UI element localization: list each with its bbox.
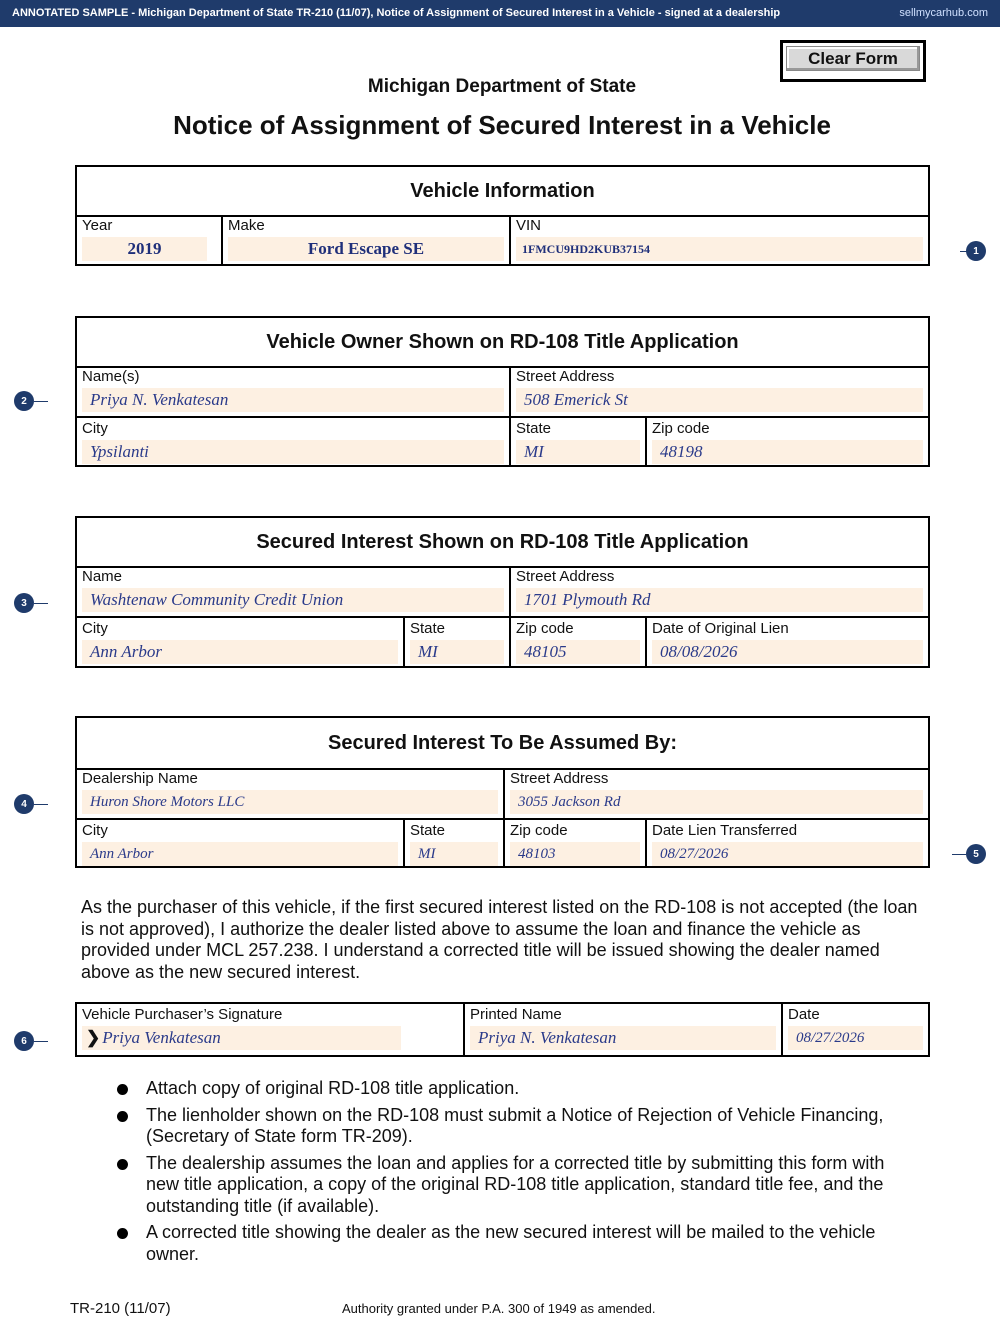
lien-name-field[interactable]: Washtenaw Community Credit Union bbox=[82, 588, 504, 612]
dealer-name-label: Dealership Name bbox=[82, 770, 198, 787]
annotation-marker-3: 3 bbox=[14, 593, 34, 613]
bullet-dot-icon bbox=[117, 1159, 128, 1170]
authorization-statement: As the purchaser of this vehicle, if the first secured interest listed on the RD-108 is not accepted (the loan is not approved), I authorize the dealer listed above to assume the loan and finance the vehicle as provided under MCL 257.238. I understand a corrected title will be issued showing the dealer named above as the new secured interest. bbox=[81, 897, 918, 982]
printed-name-label: Printed Name bbox=[470, 1006, 562, 1023]
signature-text: Priya Venkatesan bbox=[102, 1028, 221, 1047]
form-title: Notice of Assignment of Secured Interest in a Vehicle bbox=[173, 110, 831, 140]
vehicle-info-section bbox=[75, 165, 930, 266]
dealer-state-cell bbox=[405, 818, 505, 868]
vin-field[interactable]: 1FMCU9HD2KUB37154 bbox=[516, 237, 923, 261]
vin-cell bbox=[511, 215, 928, 265]
lien-name-label: Name bbox=[82, 568, 123, 585]
list-item bbox=[112, 1078, 922, 1100]
bullet-dot-icon bbox=[117, 1084, 128, 1095]
lien-state-field[interactable]: MI bbox=[410, 640, 504, 664]
lien-zip-field[interactable]: 48105 bbox=[516, 640, 640, 664]
owner-city-field[interactable]: Ypsilanti bbox=[82, 440, 504, 464]
annotation-marker-1: 1 bbox=[966, 241, 986, 261]
dealer-name-field[interactable]: Huron Shore Motors LLC bbox=[82, 790, 498, 814]
owner-zip-field[interactable]: 48198 bbox=[652, 440, 923, 464]
annotation-marker-4: 4 bbox=[14, 794, 34, 814]
instruction-text: Attach copy of original RD-108 title application. bbox=[146, 1078, 520, 1098]
assumed-by-section bbox=[75, 716, 930, 868]
dealer-zip-cell bbox=[505, 818, 647, 868]
top-banner bbox=[0, 0, 1000, 27]
lien-street-label: Street Address bbox=[516, 568, 615, 585]
owner-zip-cell bbox=[647, 416, 928, 467]
owner-city-label: City bbox=[82, 420, 108, 437]
instruction-text: The lienholder shown on the RD-108 must submit a Notice of Rejection of Vehicle Financing, (Secretary of State form TR-209). bbox=[146, 1104, 884, 1146]
instructions-list bbox=[112, 1078, 922, 1270]
lien-date-field[interactable]: 08/08/2026 bbox=[652, 640, 923, 664]
lien-street-cell bbox=[511, 566, 928, 616]
list-item bbox=[112, 1222, 922, 1265]
authority-note: Authority granted under P.A. 300 of 1949 as amended. bbox=[342, 1301, 656, 1316]
marker-3-line bbox=[34, 603, 48, 604]
dealer-street-field[interactable]: 3055 Jackson Rd bbox=[510, 790, 923, 814]
owner-state-label: State bbox=[516, 420, 552, 437]
owner-street-field[interactable]: 508 Emerick St bbox=[516, 388, 923, 412]
form-id: TR-210 (11/07) bbox=[70, 1300, 171, 1317]
signature-field[interactable] bbox=[82, 1026, 401, 1050]
lien-city-label: City bbox=[82, 620, 108, 637]
lien-state-cell bbox=[405, 616, 511, 668]
signature-date-label: Date bbox=[788, 1006, 820, 1023]
marker-6-line bbox=[34, 1041, 48, 1042]
lien-date-cell bbox=[647, 616, 928, 668]
annotation-marker-6: 6 bbox=[14, 1031, 34, 1051]
dealer-state-label: State bbox=[410, 822, 446, 839]
dealer-street-cell bbox=[505, 768, 928, 818]
dealer-name-cell bbox=[77, 768, 505, 818]
dealer-city-field[interactable]: Ann Arbor bbox=[82, 842, 398, 866]
dealer-zip-label: Zip code bbox=[510, 822, 568, 839]
lien-zip-label: Zip code bbox=[516, 620, 574, 637]
dealer-street-label: Street Address bbox=[510, 770, 609, 787]
list-item bbox=[112, 1105, 922, 1148]
owner-name-cell bbox=[77, 366, 511, 416]
annotation-marker-5: 5 bbox=[966, 844, 986, 864]
lien-zip-cell bbox=[511, 616, 647, 668]
owner-name-label: Name(s) bbox=[82, 368, 140, 385]
bullet-dot-icon bbox=[117, 1111, 128, 1122]
signature-arrow-icon: ❯ bbox=[86, 1028, 101, 1047]
owner-section bbox=[75, 316, 930, 467]
printed-name-cell bbox=[465, 1004, 783, 1055]
secured-interest-header: Secured Interest Shown on RD-108 Title Application bbox=[77, 518, 928, 568]
lien-state-label: State bbox=[410, 620, 446, 637]
banner-title: ANNOTATED SAMPLE - Michigan Department of State TR-210 (11/07), Notice of Assignment of Secured Interest in a Vehicle - signed at a dealership bbox=[12, 7, 781, 19]
dealer-date-label: Date Lien Transferred bbox=[652, 822, 798, 839]
secured-interest-section bbox=[75, 516, 930, 668]
marker-4-line bbox=[34, 804, 48, 805]
lien-city-cell bbox=[77, 616, 405, 668]
owner-street-label: Street Address bbox=[516, 368, 615, 385]
marker-2-line bbox=[34, 401, 48, 402]
dealer-city-cell bbox=[77, 818, 405, 868]
make-label: Make bbox=[228, 217, 265, 234]
signature-cell bbox=[77, 1004, 465, 1055]
lien-city-field[interactable]: Ann Arbor bbox=[82, 640, 398, 664]
clear-form-label: Clear Form bbox=[786, 46, 920, 71]
assumed-by-header: Secured Interest To Be Assumed By: bbox=[77, 718, 928, 770]
dealer-city-label: City bbox=[82, 822, 108, 839]
dealer-date-cell bbox=[647, 818, 928, 868]
year-cell bbox=[77, 215, 223, 265]
vehicle-info-header: Vehicle Information bbox=[77, 167, 928, 217]
marker-5-line bbox=[952, 854, 966, 855]
lien-name-cell bbox=[77, 566, 511, 616]
signature-section bbox=[75, 1002, 930, 1057]
owner-header: Vehicle Owner Shown on RD-108 Title Application bbox=[77, 318, 928, 368]
dealer-date-field[interactable]: 08/27/2026 bbox=[652, 842, 923, 866]
make-cell bbox=[223, 215, 511, 265]
year-label: Year bbox=[82, 217, 113, 234]
department-name: Michigan Department of State bbox=[367, 76, 637, 97]
dealer-state-field[interactable]: MI bbox=[410, 842, 498, 866]
signature-date-field[interactable]: 08/27/2026 bbox=[788, 1026, 923, 1050]
instruction-text: The dealership assumes the loan and applies for a corrected title by submitting this form with new title application, a copy of the original RD-108 title application, standard title fee, and the outstanding title (if available). bbox=[146, 1152, 885, 1216]
lien-street-field[interactable]: 1701 Plymouth Rd bbox=[516, 588, 923, 612]
dealer-zip-field[interactable]: 48103 bbox=[510, 842, 640, 866]
list-item bbox=[112, 1153, 922, 1218]
owner-street-cell bbox=[511, 366, 928, 416]
signature-date-cell bbox=[783, 1004, 928, 1055]
signature-label: Vehicle Purchaser’s Signature bbox=[82, 1006, 283, 1023]
owner-state-cell bbox=[511, 416, 647, 467]
owner-city-cell bbox=[77, 416, 511, 467]
lien-date-label: Date of Original Lien bbox=[652, 620, 789, 637]
bullet-dot-icon bbox=[117, 1228, 128, 1239]
owner-zip-label: Zip code bbox=[652, 420, 710, 437]
year-field[interactable]: 2019 bbox=[82, 237, 207, 261]
printed-name-field[interactable]: Priya N. Venkatesan bbox=[470, 1026, 776, 1050]
make-field[interactable]: Ford Escape SE bbox=[228, 237, 504, 261]
owner-state-field[interactable]: MI bbox=[516, 440, 640, 464]
instruction-text: A corrected title showing the dealer as the new secured interest will be mailed to the vehicle owner. bbox=[146, 1222, 876, 1264]
annotation-marker-2: 2 bbox=[14, 391, 34, 411]
owner-name-field[interactable]: Priya N. Venkatesan bbox=[82, 388, 504, 412]
vin-label: VIN bbox=[516, 217, 542, 234]
banner-site-link[interactable]: sellmycarhub.com bbox=[899, 7, 988, 19]
